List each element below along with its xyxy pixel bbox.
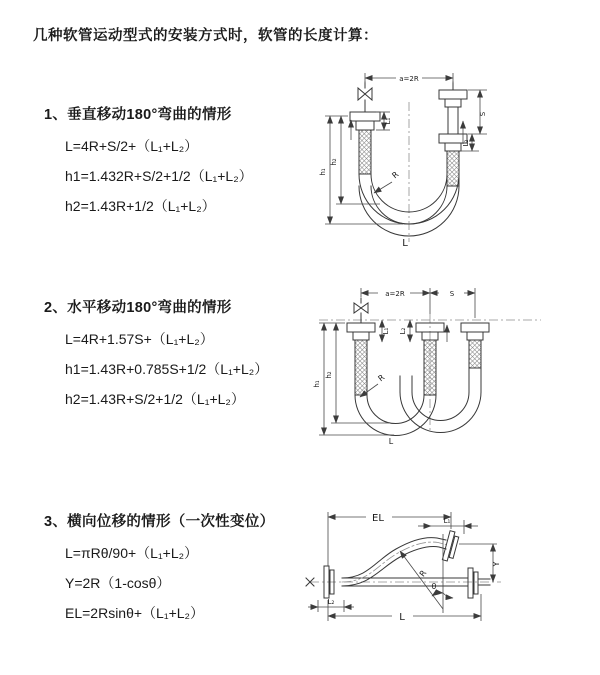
hose-assembly — [350, 82, 467, 236]
braided-hose-left — [359, 130, 371, 174]
formula-line: h2=1.43R+S/2+1/2（L₁+L₂） — [65, 391, 245, 407]
section-horizontal-bend — [44, 296, 268, 414]
dim-label-h1: h₁ — [313, 380, 321, 388]
dimension-lines — [308, 512, 497, 621]
diagram-lateral-displacement-svg — [296, 504, 596, 646]
dimension-lines — [319, 288, 475, 435]
radius-leader — [374, 182, 392, 193]
formula-line: L=4R+S/2+（L₁+L₂） — [65, 138, 199, 154]
dim-label-h2: h₂ — [330, 158, 338, 166]
flange-fitting-right — [461, 323, 489, 340]
formula-line: h2=1.43R+1/2（L₁+L₂） — [65, 198, 216, 214]
section-heading: 2、水平移动180°弯曲的情形 — [44, 300, 232, 316]
braided-hose-middle — [424, 340, 436, 395]
dim-label-theta: θ — [431, 582, 437, 591]
dim-label-s: S — [449, 290, 455, 298]
dim-label-s: S — [479, 111, 487, 117]
dim-label-l: L — [402, 238, 408, 249]
hose-assembly — [347, 298, 489, 436]
dim-label-l: L — [388, 437, 394, 446]
flange-fitting-left — [347, 323, 375, 340]
valve-icon — [358, 88, 372, 100]
formula-line: h1=1.432R+S/2+1/2（L₁+L₂） — [65, 168, 253, 184]
dim-label-el: EL — [372, 513, 384, 524]
s-curve-hose — [342, 538, 446, 586]
diagram-vertical-bend-svg — [308, 64, 590, 258]
angle-arc — [432, 593, 443, 596]
braided-hose-right — [469, 340, 481, 368]
formula-line: L=πRθ/90+（L₁+L₂） — [65, 545, 199, 561]
dim-label-h2: h₂ — [325, 371, 333, 379]
dim-label-a2r: a=2R — [399, 75, 419, 83]
diagram-lateral-displacement — [296, 504, 596, 646]
section-vertical-bend — [44, 103, 253, 221]
valve-icon — [354, 303, 368, 313]
formula-line: h1=1.43R+0.785S+1/2（L₁+L₂） — [65, 361, 269, 377]
dim-label-r: R — [390, 169, 401, 181]
diagram-vertical-bend — [308, 64, 590, 258]
dim-label-h1: h₁ — [319, 168, 327, 176]
section-heading: 1、垂直移动180°弯曲的情形 — [44, 107, 232, 123]
section-heading: 3、横向位移的情形（一次性变位） — [44, 514, 275, 530]
formula-line: L=4R+1.57S+（L₁+L₂） — [65, 331, 214, 347]
diagram-horizontal-bend — [306, 280, 591, 455]
flange-fitting-right — [468, 568, 478, 598]
dim-label-a2r: a=2R — [385, 290, 405, 298]
radius-line — [400, 551, 443, 609]
dim-label-y: Y — [492, 561, 501, 567]
formula-line: EL=2Rsinθ+（L₁+L₂） — [65, 605, 204, 621]
braided-hose-left — [355, 340, 367, 395]
hose-assembly — [306, 531, 490, 598]
dimension-lines — [325, 73, 487, 224]
angle-arc-right — [443, 593, 453, 598]
page-title: 几种软管运动型式的安装方式时，软管的长度计算： — [33, 28, 378, 44]
dim-label-r: R — [417, 568, 429, 579]
flange-fitting-right-upper — [439, 90, 467, 107]
u-bend-moved — [400, 368, 481, 433]
braided-hose-right — [447, 151, 459, 186]
dim-label-l2: L₂ — [462, 139, 470, 147]
dim-label-l1: L₁ — [382, 327, 390, 335]
dim-label-l2: L₂ — [399, 327, 407, 335]
diagram-horizontal-bend-svg — [306, 280, 591, 455]
dim-label-l: L — [399, 612, 405, 623]
formula-line: Y=2R（1-cosθ） — [65, 575, 171, 591]
dim-label-l2: L₂ — [327, 598, 335, 606]
flange-fitting-left — [350, 112, 380, 130]
dim-label-l1: L₁ — [443, 517, 451, 525]
section-lateral-displacement — [44, 510, 274, 628]
flange-fitting-top — [442, 531, 459, 563]
dim-label-r: R — [376, 372, 387, 384]
dim-label-l1: L₁ — [384, 117, 392, 125]
